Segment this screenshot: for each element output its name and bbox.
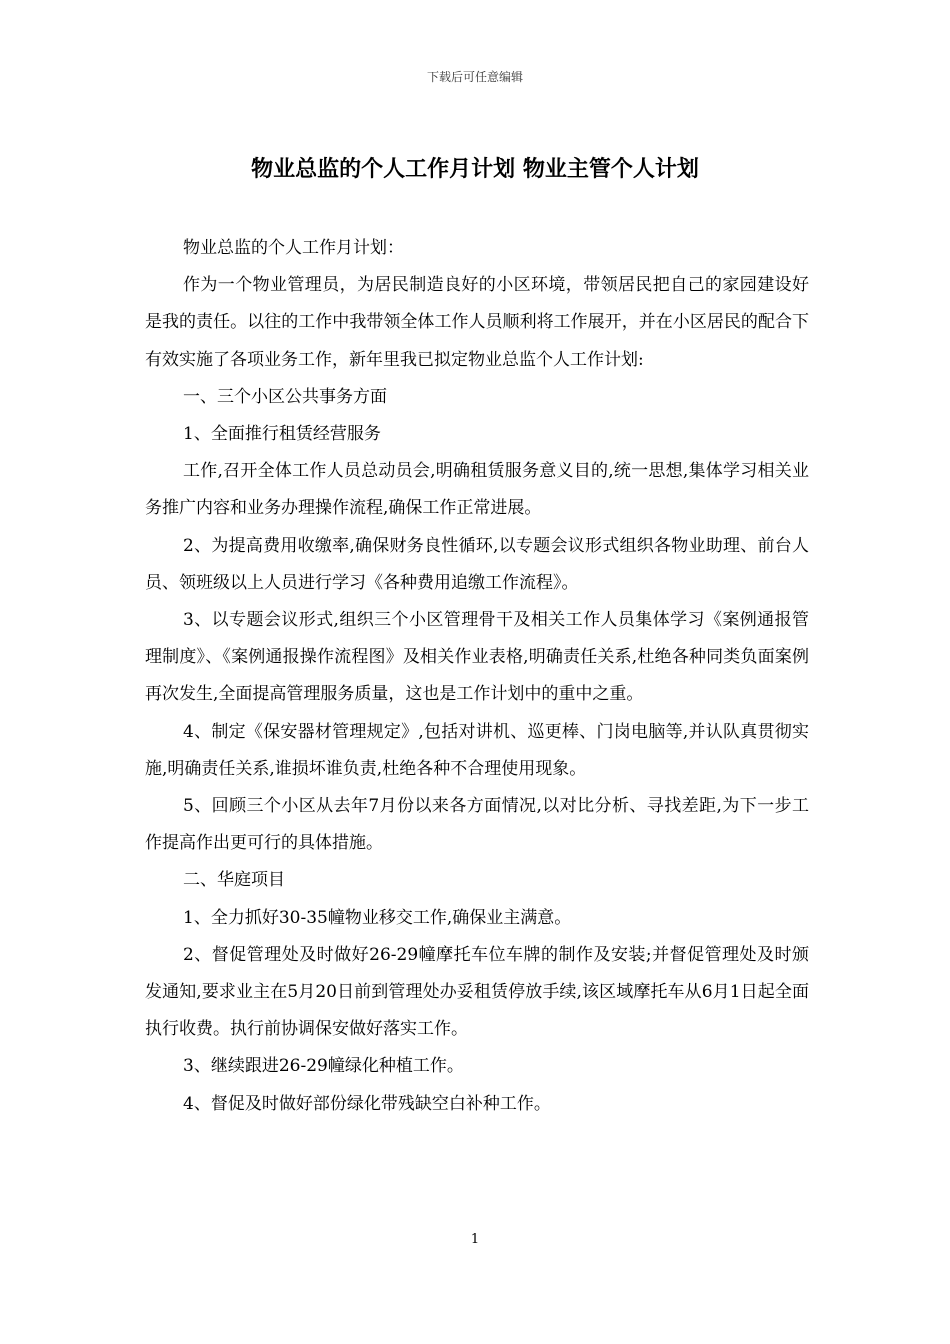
body-paragraph: 一、三个小区公共事务方面 <box>183 386 387 407</box>
body-paragraph: 3、以专题会议形式,组织三个小区管理骨干及相关工作人员集体学习《案例通报管理制度》、《案例通报操作流程图》及相关作业表格,明确责任关系,杜绝各种同类负面案例再次发生,全面提高管理服务质量，这也是工作计划中的重中之重。 <box>145 610 809 705</box>
body-paragraph: 二、华庭项目 <box>183 870 285 891</box>
body-paragraph: 作为一个物业管理员，为居民制造良好的小区环境，带领居民把自己的家园建设好是我的责任。以往的工作中我带领全体工作人员顺利将工作展开，并在小区居民的配合下有效实施了各项业务工作，新年里我已拟定物业总监个人工作计划: <box>145 275 809 370</box>
page-number: 1 <box>470 1232 480 1247</box>
body-paragraph: 物业总监的个人工作月计划： <box>183 238 404 258</box>
body-paragraph: 4、制定《保安器材管理规定》,包括对讲机、巡更棒、门岗电脑等,并认队真贯彻实施,明确责任关系,谁损坏谁负责,杜绝各种不合理使用现象。 <box>145 721 809 779</box>
document-body <box>145 230 809 1123</box>
body-paragraph: 2、为提高费用收缴率,确保财务良性循环,以专题会议形式组织各物业助理、前台人员、领班级以上人员进行学习《各种费用追缴工作流程》。 <box>145 535 809 593</box>
body-paragraph: 4、督促及时做好部份绿化带残缺空白补种工作。 <box>183 1093 551 1114</box>
body-paragraph: 2、督促管理处及时做好26-29幢摩托车位车牌的制作及安装;并督促管理处及时颁发通知,要求业主在5月20日前到管理处办妥租赁停放手续,该区域摩托车从6月1日起全面执行收费。执行前协调保安做好落实工作。 <box>145 944 809 1040</box>
body-paragraph: 1、全力抓好30-35幢物业移交工作,确保业主满意。 <box>183 907 572 928</box>
body-paragraph: 3、继续跟进26-29幢绿化种植工作。 <box>183 1056 464 1077</box>
header-note: 下载后可任意编辑 <box>426 70 523 84</box>
body-paragraph: 5、回顾三个小区从去年7月份以来各方面情况,以对比分析、寻找差距,为下一步工作提高作出更可行的具体措施。 <box>145 796 809 854</box>
body-paragraph: 工作,召开全体工作人员总动员会,明确租赁服务意义目的,统一思想,集体学习相关业务推广内容和业务办理操作流程,确保工作正常进展。 <box>145 461 809 519</box>
document-title: 物业总监的个人工作月计划 物业主管个人计划 <box>251 157 699 182</box>
body-paragraph: 1、全面推行租赁经营服务 <box>183 424 381 445</box>
